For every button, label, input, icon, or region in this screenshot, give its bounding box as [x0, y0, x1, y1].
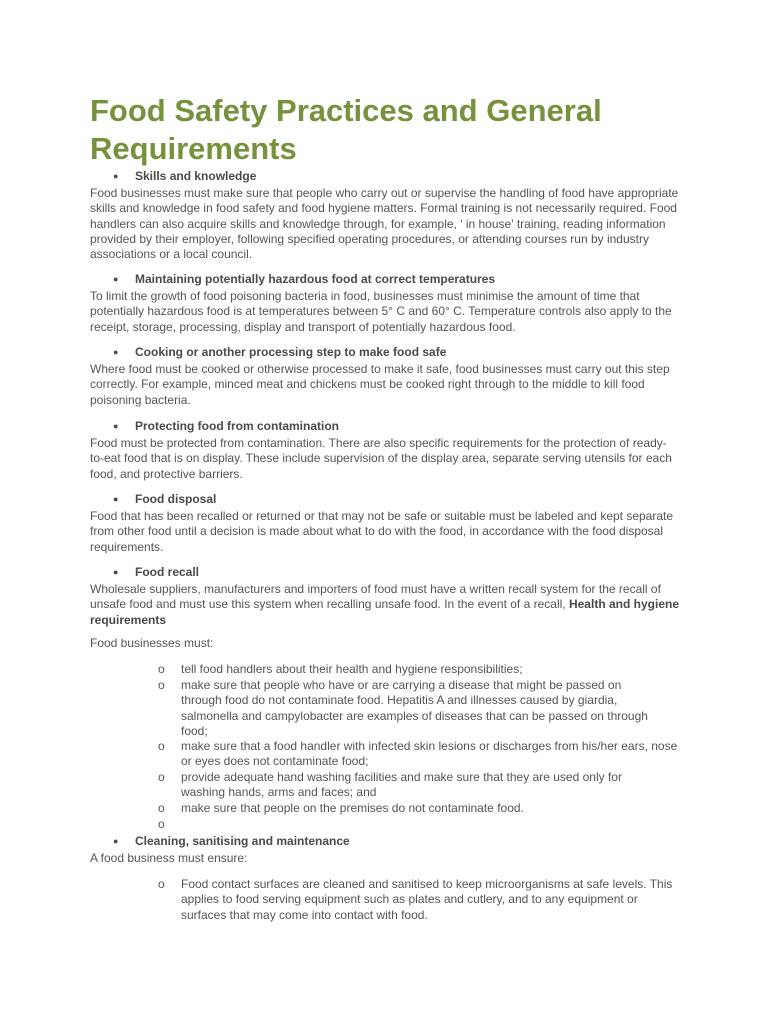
health-list-item: o make sure that people on the premises do not contaminate food.	[158, 801, 524, 815]
bullet-icon: ●	[113, 836, 119, 846]
bullet-icon: ●	[113, 421, 119, 431]
bullet-icon: ●	[113, 494, 119, 504]
cleaning-list-item: o Food contact surfaces are cleaned and sanitised to keep microorganisms at safe levels. This applies to food serving equipment such as plates and cutlery, and to any equipment or surfaces that may come into contact with food.	[158, 877, 673, 922]
health-list-item: o provide adequate hand washing facilities and make sure that they are used only for washing hands, arms and faces; and	[158, 770, 622, 800]
section-heading-temperatures: ● Maintaining potentially hazardous food at correct temperatures	[113, 272, 496, 286]
sub-bullet-icon: o	[158, 739, 165, 753]
health-list-item-empty	[158, 817, 681, 832]
sub-bullet-icon: o	[158, 877, 165, 891]
sub-bullet-icon: o	[158, 801, 165, 815]
bullet-icon: ●	[113, 274, 119, 284]
bullet-icon: ●	[113, 567, 119, 577]
page-title: Food Safety Practices and General Requirements	[90, 93, 602, 166]
health-list-item: o make sure that a food handler with infected skin lesions or discharges from his/her ears, nose or eyes does not contaminate food;	[158, 739, 678, 769]
section-heading-disposal: ● Food disposal	[113, 492, 217, 506]
section-heading-cleaning: ● Cleaning, sanitising and maintenance	[113, 834, 350, 848]
sub-bullet-icon: o	[158, 678, 165, 692]
health-intro: Food businesses must:	[90, 636, 214, 650]
section-text-recall: Wholesale suppliers, manufacturers and importers of food must have a written recall system for the recall of unsafe food and must use this system when recalling unsafe food. In the event of a recall, Health and hygiene requirements	[90, 582, 679, 627]
health-hygiene-heading: Health and hygiene requirements	[90, 597, 679, 627]
sub-bullet-icon: o	[158, 662, 165, 676]
section-text-disposal: Food that has been recalled or returned or that may not be safe or suitable must be labeled and kept separate from other food until a decision is made about what to do with the food, in accordance with the food disposal requirements.	[90, 509, 674, 554]
section-heading-recall: ● Food recall	[113, 565, 200, 579]
section-text-contamination: Food must be protected from contamination. There are also specific requirements for the protection of ready-to-eat food that is on display. These include supervision of the display area, separate serving utensils for each food, and protective barriers.	[90, 436, 672, 481]
cleaning-intro: A food business must ensure:	[90, 851, 248, 865]
section-text-temperatures: To limit the growth of food poisoning bacteria in food, businesses must minimise the amount of time that potentially hazardous food is at temperatures between 5° C and 60° C. Temperature controls also apply to the receipt, storage, processing, display and transport of potentially hazardous food.	[90, 289, 672, 334]
section-heading-contamination: ● Protecting food from contamination	[113, 419, 339, 433]
health-list-item: o make sure that people who have or are carrying a disease that might be passed on through food do not contaminate food. Hepatitis A and illnesses caused by giardia, salmonella and campylobacter are examples of diseases that can be passed on through food;	[158, 678, 648, 738]
bullet-icon: ●	[113, 171, 119, 181]
health-list-item: o tell food handlers about their health and hygiene responsibilities;	[158, 662, 523, 676]
section-text-cooking: Where food must be cooked or otherwise processed to make it safe, food businesses must carry out this step correctly. For example, minced meat and chickens must be cooked right through to the middle to kill food poisoning bacteria.	[90, 362, 670, 407]
sub-bullet-icon: o	[158, 770, 165, 784]
section-heading-skills: ● Skills and knowledge	[113, 169, 257, 183]
bullet-icon: ●	[113, 347, 119, 357]
section-heading-cooking: ● Cooking or another processing step to make food safe	[113, 345, 447, 359]
sub-bullet-icon: o	[158, 817, 165, 831]
section-text-skills: Food businesses must make sure that people who carry out or supervise the handling of food have appropriate skills and knowledge in food safety and food hygiene matters. Formal training is not necessarily required. Food handlers can also acquire skills and knowledge through, for example, ' in house' training, reading information provided by their employer, following specified operating procedures, or attending courses run by industry associations or a local council.	[90, 186, 679, 262]
